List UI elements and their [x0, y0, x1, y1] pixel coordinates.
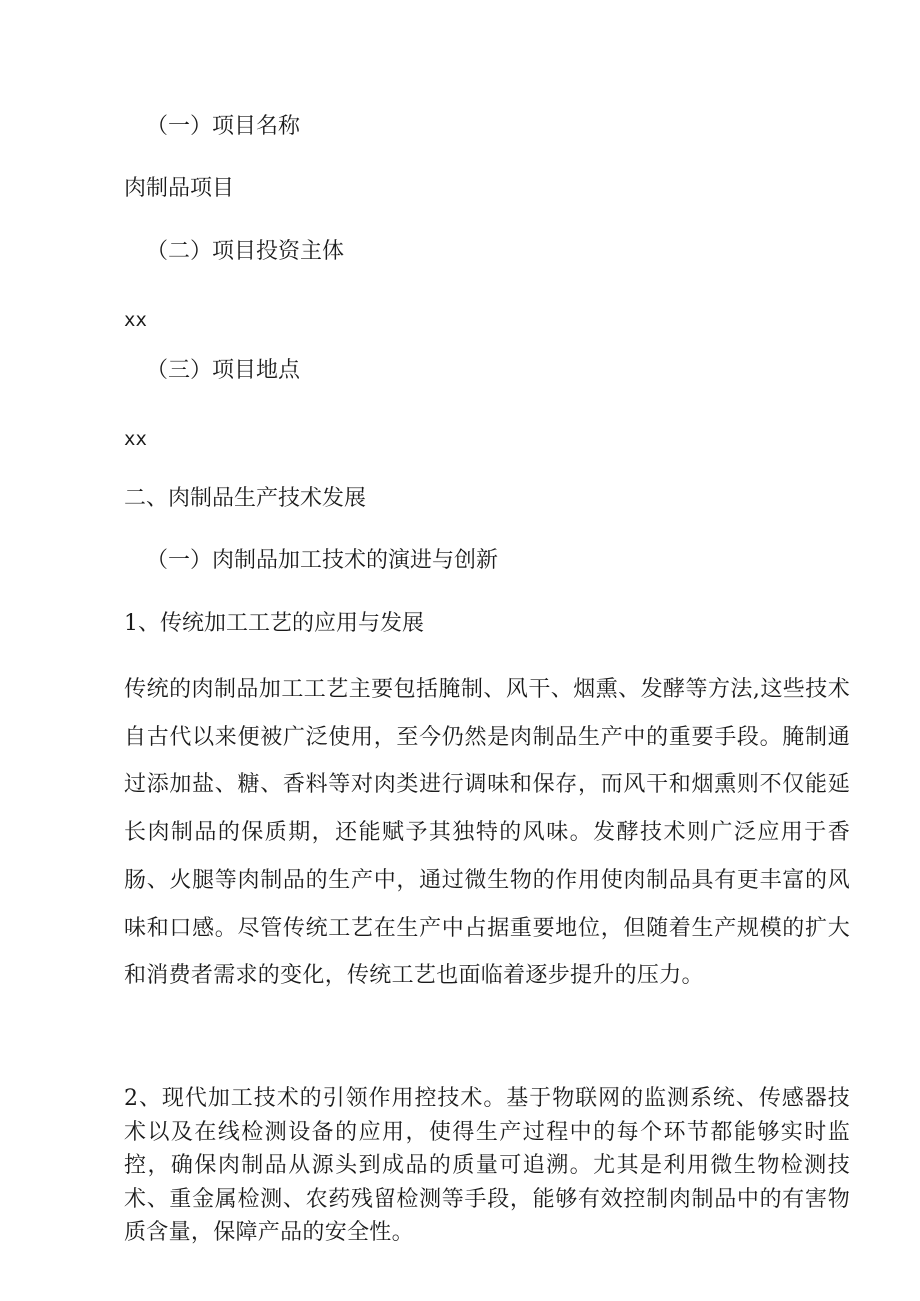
- paragraph-traditional-process-text: 传统的肉制品加工工艺主要包括腌制、风干、烟熏、发酵等方法,这些技术自古代以来便被广泛使用，至今仍然是肉制品生产中的重要手段。腌制通过添加盐、糖、香料等对肉类进行调味和保存，而风干和烟熏则不仅能延长肉制品的保质期，还能赋予其独特的风味。发酵技术则广泛应用于香肠、火腿等肉制品的生产中，通过微生物的作用使肉制品具有更丰富的风味和口感。尽管传统工艺在生产中占据重要地位，但随着生产规模的扩大和消费者需求的变化，传统工艺也面临着逐步提升的压力。: [124, 677, 850, 989]
- item-title-traditional-process: 1、传统加工工艺的应用与发展: [124, 611, 424, 636]
- section-title-production-tech: 二、肉制品生产技术发展: [124, 486, 367, 511]
- subsection-title-location: （三）项目地点: [146, 358, 301, 383]
- location-value: xx: [124, 428, 147, 450]
- subsection-title-project-name: （一）项目名称: [146, 114, 301, 139]
- paragraph-traditional-process: [124, 666, 850, 1000]
- investor-value: xx: [124, 309, 147, 331]
- paragraph-modern-tech: [124, 1082, 850, 1250]
- project-name-value: 肉制品项目: [124, 176, 235, 201]
- subsection-title-evolution: （一）肉制品加工技术的演进与创新: [146, 548, 499, 573]
- subsection-title-investor: （二）项目投资主体: [146, 239, 345, 264]
- paragraph-modern-tech-text: 2、现代加工技术的引领作用控技术。基于物联网的监测系统、传感器技术以及在线检测设备的应用，使得生产过程中的每个环节都能够实时监控，确保肉制品从源头到成品的质量可追溯。尤其是利用微生物检测技术、重金属检测、农药残留检测等手段，能够有效控制肉制品中的有害物质含量，保障产品的安全性。: [124, 1086, 850, 1245]
